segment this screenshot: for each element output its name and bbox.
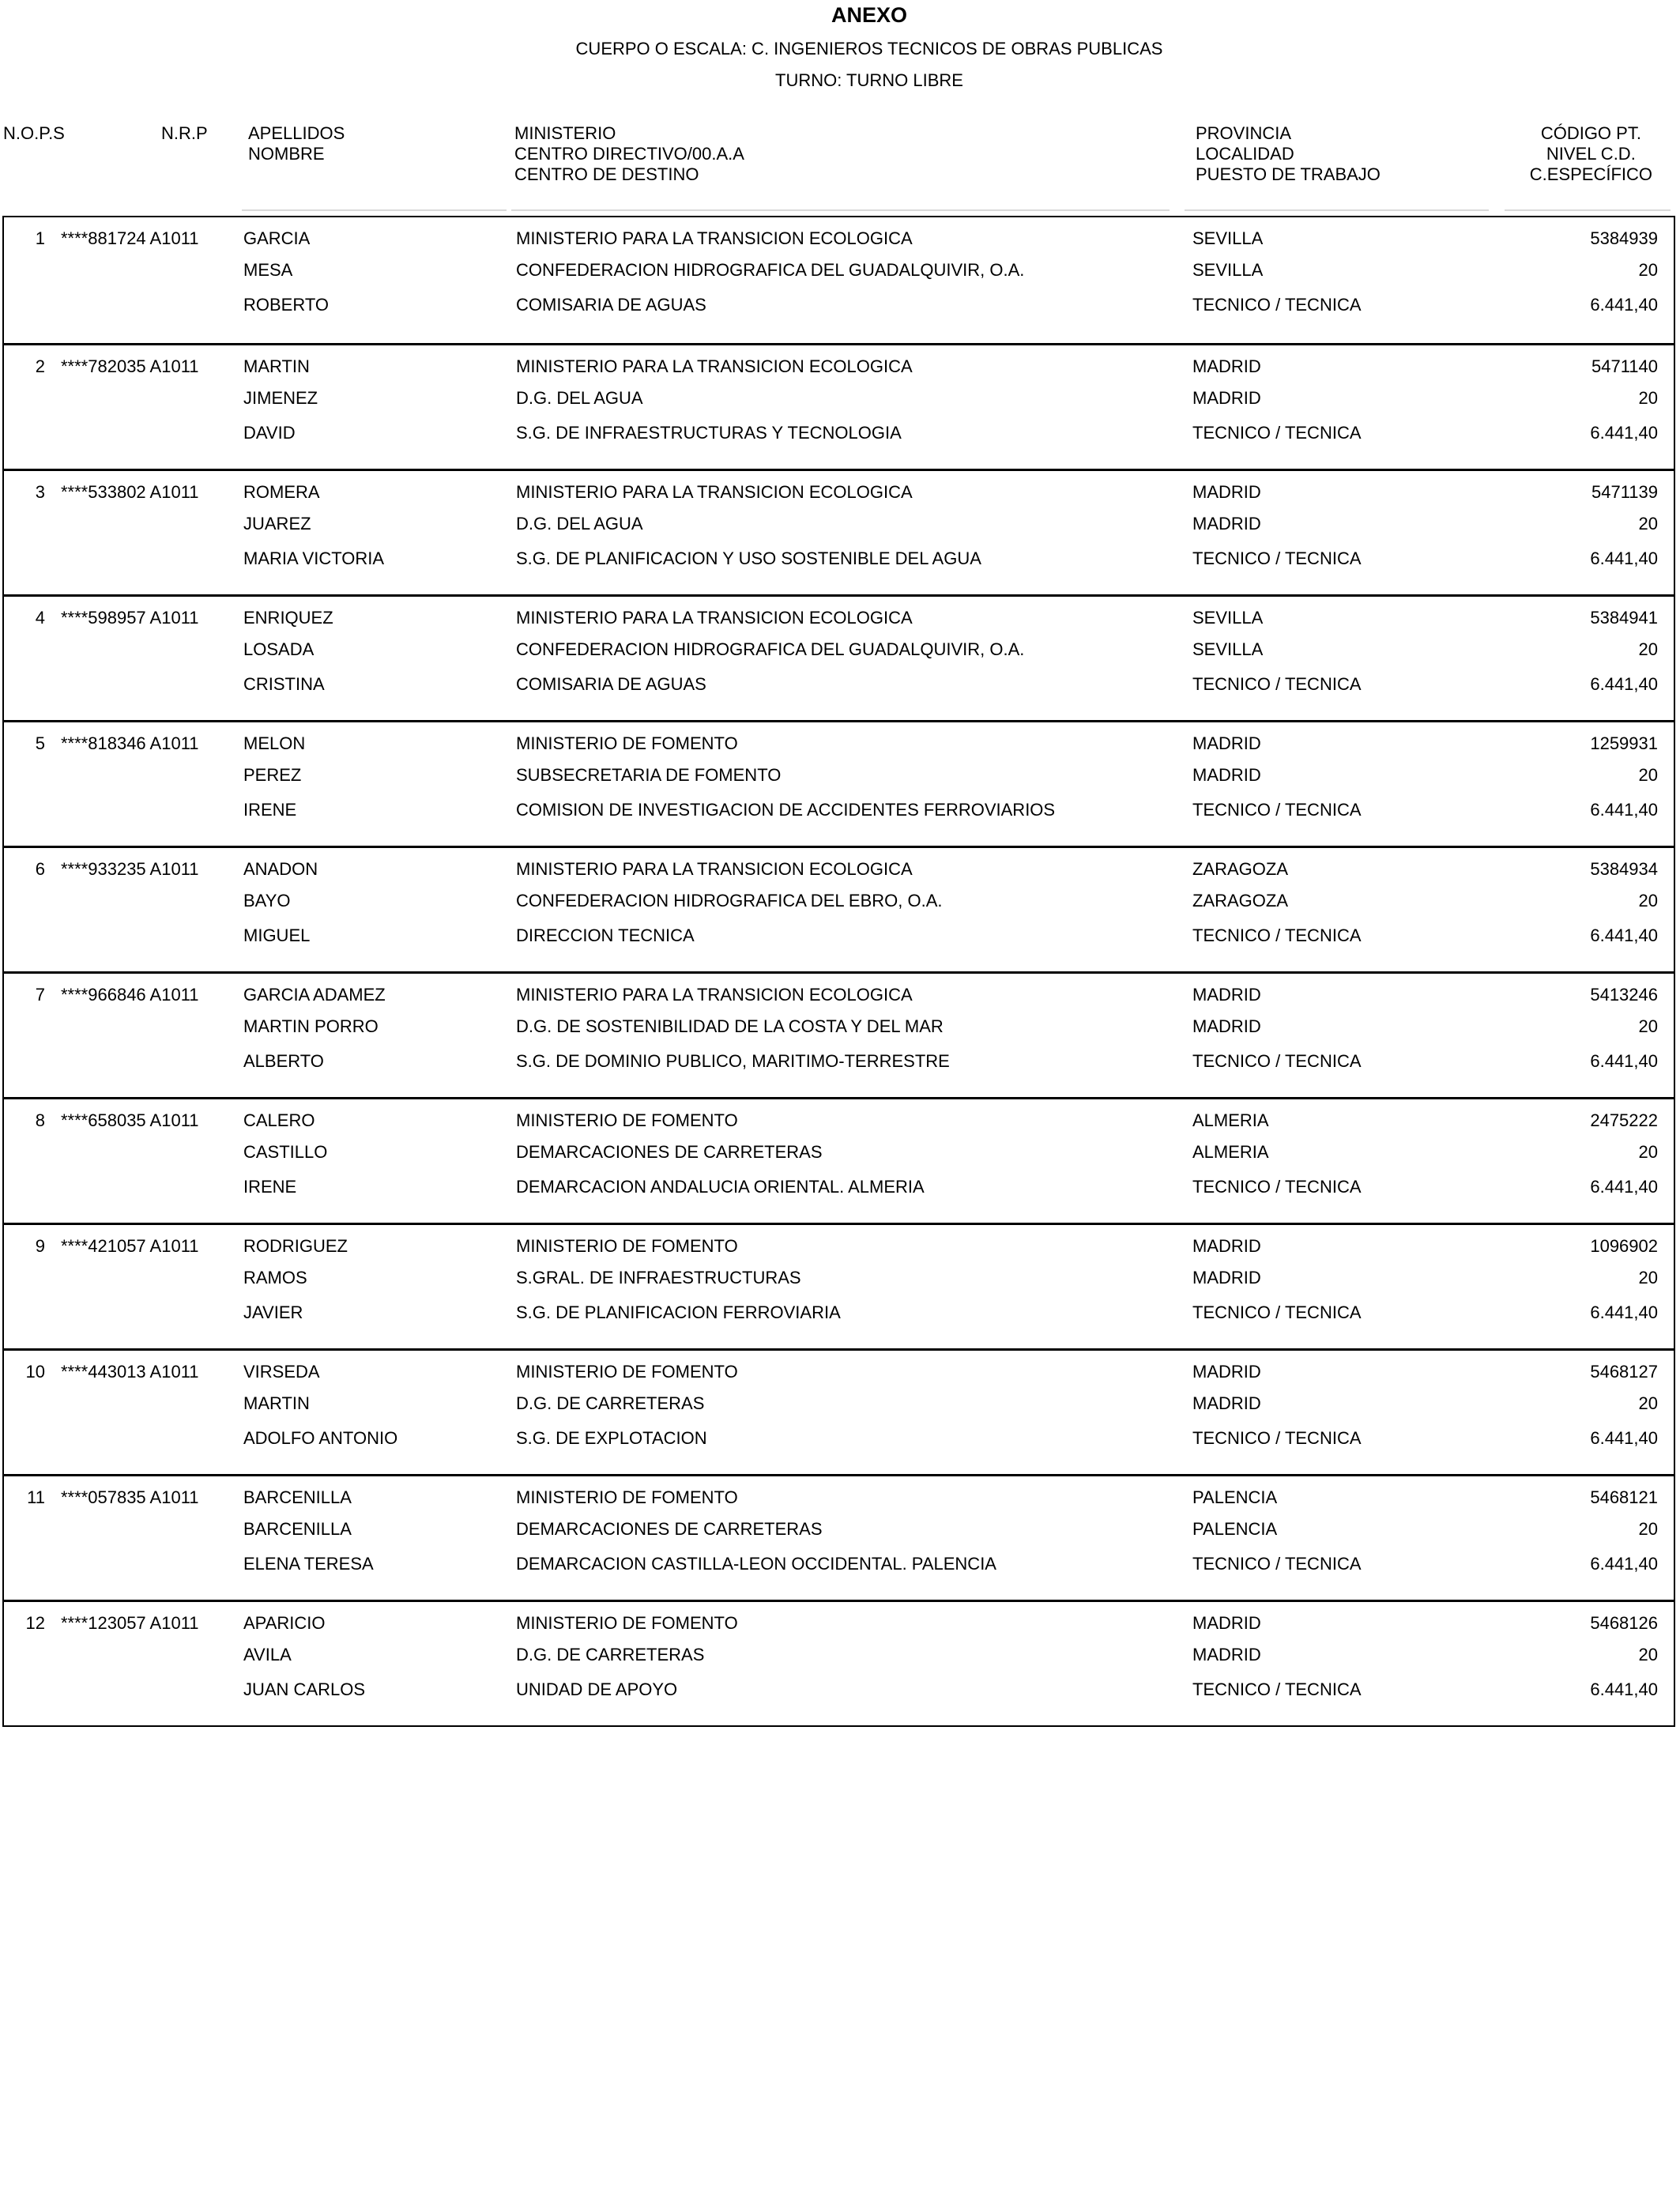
record-especifico: 6.441,40 [1590,423,1658,443]
header-ministerio [514,123,744,185]
record-especifico: 6.441,40 [1590,1428,1658,1448]
record-provincia: PALENCIA [1192,1487,1278,1507]
header-apellidos-nombre [248,123,345,164]
record-number: 12 [25,1613,45,1633]
record-row [4,1097,1674,1223]
records-table [2,216,1675,1727]
record-nrp: ****933235 A1011 [61,859,199,879]
record-codigo: 1096902 [1590,1236,1658,1256]
record-centro-destino: DEMARCACION ANDALUCIA ORIENTAL. ALMERIA [516,1177,925,1197]
record-apellido1: BARCENILLA [243,1487,352,1507]
record-provincia: SEVILLA [1192,608,1264,628]
record-centro-destino: S.G. DE PLANIFICACION FERROVIARIA [516,1302,841,1322]
record-localidad: SEVILLA [1192,260,1264,280]
record-especifico: 6.441,40 [1590,1302,1658,1322]
record-nrp: ****598957 A1011 [61,608,199,628]
record-codigo: 5384939 [1590,228,1658,248]
record-number: 3 [35,482,45,502]
record-localidad: MADRID [1192,388,1261,408]
record-centro-directivo: SUBSECRETARIA DE FOMENTO [516,765,782,785]
record-provincia: MADRID [1192,733,1261,753]
record-nivel: 20 [1638,765,1658,785]
header-underline-apellidos [242,209,507,211]
record-localidad: PALENCIA [1192,1519,1278,1539]
record-row [4,469,1674,594]
record-apellido2: JUAREZ [243,514,311,533]
record-ministerio: MINISTERIO DE FOMENTO [516,1487,738,1507]
record-row [4,1348,1674,1474]
record-apellido1: CALERO [243,1110,315,1130]
record-apellido1: VIRSEDA [243,1362,320,1382]
record-apellido2: CASTILLO [243,1142,328,1162]
record-nrp: ****782035 A1011 [61,356,199,376]
record-centro-directivo: DEMARCACIONES DE CARRETERAS [516,1519,823,1539]
record-centro-directivo: D.G. DEL AGUA [516,514,643,533]
record-row [4,217,1674,343]
record-centro-destino: S.G. DE DOMINIO PUBLICO, MARITIMO-TERRESTRE [516,1051,950,1071]
record-puesto: TECNICO / TECNICA [1192,800,1362,820]
record-number: 9 [35,1236,45,1256]
record-nrp: ****818346 A1011 [61,733,199,753]
record-apellido1: ANADON [243,859,318,879]
record-ministerio: MINISTERIO DE FOMENTO [516,1236,738,1256]
record-nombre: ELENA TERESA [243,1554,374,1574]
record-nombre: JUAN CARLOS [243,1679,366,1699]
record-codigo: 5468127 [1590,1362,1658,1382]
record-provincia: MADRID [1192,482,1261,502]
header-nrp [161,123,208,144]
record-ministerio: MINISTERIO PARA LA TRANSICION ECOLOGICA [516,356,913,376]
record-nrp: ****421057 A1011 [61,1236,199,1256]
record-row [4,846,1674,971]
record-ministerio: MINISTERIO PARA LA TRANSICION ECOLOGICA [516,228,913,248]
record-number: 7 [35,985,45,1005]
record-number: 4 [35,608,45,628]
record-number: 6 [35,859,45,879]
record-puesto: TECNICO / TECNICA [1192,423,1362,443]
record-nombre: IRENE [243,800,297,820]
record-provincia: ALMERIA [1192,1110,1269,1130]
record-puesto: TECNICO / TECNICA [1192,548,1362,568]
record-nivel: 20 [1638,1016,1658,1036]
record-nivel: 20 [1638,1519,1658,1539]
record-nivel: 20 [1638,891,1658,910]
record-centro-directivo: CONFEDERACION HIDROGRAFICA DEL EBRO, O.A. [516,891,943,910]
record-centro-destino: S.G. DE INFRAESTRUCTURAS Y TECNOLOGIA [516,423,902,443]
header-centro-directivo-label: CENTRO DIRECTIVO/00.A.A [514,144,744,164]
header-centro-destino-label: CENTRO DE DESTINO [514,164,699,184]
record-nombre: JAVIER [243,1302,303,1322]
record-puesto: TECNICO / TECNICA [1192,674,1362,694]
record-nrp: ****533802 A1011 [61,482,199,502]
record-puesto: TECNICO / TECNICA [1192,1302,1362,1322]
document-title: ANEXO [831,3,908,27]
record-ministerio: MINISTERIO PARA LA TRANSICION ECOLOGICA [516,608,913,628]
record-apellido1: ENRIQUEZ [243,608,333,628]
record-puesto: TECNICO / TECNICA [1192,1554,1362,1574]
record-centro-directivo: S.GRAL. DE INFRAESTRUCTURAS [516,1268,801,1287]
record-centro-directivo: CONFEDERACION HIDROGRAFICA DEL GUADALQUIVIR, O.A. [516,260,1025,280]
record-apellido1: ROMERA [243,482,320,502]
record-provincia: ZARAGOZA [1192,859,1289,879]
record-nombre: ADOLFO ANTONIO [243,1428,398,1448]
record-nombre: MARIA VICTORIA [243,548,385,568]
header-ministerio-label: MINISTERIO [514,123,616,143]
record-centro-directivo: D.G. DE SOSTENIBILIDAD DE LA COSTA Y DEL MAR [516,1016,944,1036]
record-number: 5 [35,733,45,753]
header-underline-provincia [1185,209,1489,211]
record-puesto: TECNICO / TECNICA [1192,295,1362,315]
record-apellido2: LOSADA [243,639,315,659]
record-number: 10 [25,1362,45,1382]
header-nrp-label: N.R.P [161,123,208,143]
record-apellido2: PEREZ [243,765,302,785]
record-centro-directivo: CONFEDERACION HIDROGRAFICA DEL GUADALQUIVIR, O.A. [516,639,1025,659]
record-ministerio: MINISTERIO PARA LA TRANSICION ECOLOGICA [516,985,913,1005]
header-nops-label: N.O.P.S [3,123,65,143]
cuerpo-escala: CUERPO O ESCALA: C. INGENIEROS TECNICOS DE OBRAS PUBLICAS [575,39,1163,58]
record-provincia: MADRID [1192,1362,1261,1382]
record-ministerio: MINISTERIO DE FOMENTO [516,1613,738,1633]
record-number: 11 [27,1487,45,1507]
record-nivel: 20 [1638,514,1658,533]
record-especifico: 6.441,40 [1590,295,1658,315]
record-codigo: 5468126 [1590,1613,1658,1633]
record-ministerio: MINISTERIO DE FOMENTO [516,733,738,753]
record-puesto: TECNICO / TECNICA [1192,1051,1362,1071]
record-number: 2 [35,356,45,376]
record-centro-directivo: DEMARCACIONES DE CARRETERAS [516,1142,823,1162]
record-nivel: 20 [1638,639,1658,659]
header-codigo [1530,123,1652,185]
record-especifico: 6.441,40 [1590,548,1658,568]
record-provincia: MADRID [1192,1613,1261,1633]
record-provincia: MADRID [1192,356,1261,376]
record-ministerio: MINISTERIO PARA LA TRANSICION ECOLOGICA [516,859,913,879]
turno: TURNO: TURNO LIBRE [775,70,963,90]
record-nivel: 20 [1638,260,1658,280]
record-codigo: 5413246 [1590,985,1658,1005]
record-codigo: 2475222 [1590,1110,1658,1130]
record-row [4,1474,1674,1600]
record-nivel: 20 [1638,1268,1658,1287]
record-apellido2: MARTIN PORRO [243,1016,379,1036]
record-localidad: MADRID [1192,1268,1261,1287]
record-nombre: DAVID [243,423,296,443]
record-apellido1: MELON [243,733,306,753]
record-localidad: MADRID [1192,1393,1261,1413]
record-localidad: ZARAGOZA [1192,891,1289,910]
record-nivel: 20 [1638,1393,1658,1413]
record-nrp: ****881724 A1011 [61,228,199,248]
header-apellidos-label: APELLIDOS [248,123,345,143]
record-nombre: ROBERTO [243,295,329,315]
record-centro-destino: COMISION DE INVESTIGACION DE ACCIDENTES FERROVIARIOS [516,800,1056,820]
record-puesto: TECNICO / TECNICA [1192,1679,1362,1699]
record-localidad: SEVILLA [1192,639,1264,659]
record-centro-destino: S.G. DE EXPLOTACION [516,1428,707,1448]
record-nombre: IRENE [243,1177,297,1197]
record-centro-destino: COMISARIA DE AGUAS [516,295,706,315]
record-localidad: ALMERIA [1192,1142,1269,1162]
record-nrp: ****123057 A1011 [61,1613,199,1633]
header-localidad-label: LOCALIDAD [1196,144,1294,164]
record-apellido2: AVILA [243,1645,292,1664]
record-especifico: 6.441,40 [1590,1679,1658,1699]
record-centro-directivo: D.G. DEL AGUA [516,388,643,408]
record-nivel: 20 [1638,1142,1658,1162]
record-codigo: 5468121 [1590,1487,1658,1507]
record-row [4,720,1674,846]
record-apellido2: BARCENILLA [243,1519,352,1539]
record-nivel: 20 [1638,388,1658,408]
record-row [4,594,1674,720]
record-row [4,1223,1674,1348]
record-apellido1: RODRIGUEZ [243,1236,348,1256]
record-codigo: 1259931 [1590,733,1658,753]
record-especifico: 6.441,40 [1590,1051,1658,1071]
record-row [4,971,1674,1097]
record-apellido2: JIMENEZ [243,388,318,408]
record-nombre: MIGUEL [243,925,311,945]
header-provincia [1196,123,1381,185]
record-especifico: 6.441,40 [1590,674,1658,694]
record-nrp: ****658035 A1011 [61,1110,199,1130]
header-underline-codigo [1505,209,1671,211]
record-centro-directivo: D.G. DE CARRETERAS [516,1393,705,1413]
record-especifico: 6.441,40 [1590,800,1658,820]
record-nrp: ****057835 A1011 [61,1487,199,1507]
record-number: 8 [35,1110,45,1130]
record-localidad: MADRID [1192,765,1261,785]
record-centro-destino: DEMARCACION CASTILLA-LEON OCCIDENTAL. PALENCIA [516,1554,996,1574]
record-row [4,343,1674,469]
record-apellido1: GARCIA ADAMEZ [243,985,386,1005]
header-nombre-label: NOMBRE [248,144,325,164]
record-nombre: CRISTINA [243,674,325,694]
header-underline-ministerio [511,209,1170,211]
record-apellido1: APARICIO [243,1613,326,1633]
header-nops [3,123,65,144]
header-puesto-label: PUESTO DE TRABAJO [1196,164,1381,184]
record-especifico: 6.441,40 [1590,1177,1658,1197]
record-provincia: MADRID [1192,985,1261,1005]
record-puesto: TECNICO / TECNICA [1192,1428,1362,1448]
record-puesto: TECNICO / TECNICA [1192,925,1362,945]
record-ministerio: MINISTERIO DE FOMENTO [516,1110,738,1130]
record-row [4,1600,1674,1725]
record-puesto: TECNICO / TECNICA [1192,1177,1362,1197]
record-centro-destino: COMISARIA DE AGUAS [516,674,706,694]
record-provincia: MADRID [1192,1236,1261,1256]
record-apellido2: RAMOS [243,1268,307,1287]
header-nivel-label: NIVEL C.D. [1546,144,1636,164]
record-localidad: MADRID [1192,514,1261,533]
record-ministerio: MINISTERIO DE FOMENTO [516,1362,738,1382]
record-codigo: 5384934 [1590,859,1658,879]
record-codigo: 5384941 [1590,608,1658,628]
record-nrp: ****443013 A1011 [61,1362,199,1382]
record-centro-destino: S.G. DE PLANIFICACION Y USO SOSTENIBLE DEL AGUA [516,548,981,568]
record-centro-destino: DIRECCION TECNICA [516,925,695,945]
header-codigo-label: CÓDIGO PT. [1540,123,1641,143]
header-provincia-label: PROVINCIA [1196,123,1292,143]
record-apellido1: GARCIA [243,228,311,248]
record-localidad: MADRID [1192,1016,1261,1036]
record-apellido2: MESA [243,260,293,280]
record-nombre: ALBERTO [243,1051,324,1071]
record-nrp: ****966846 A1011 [61,985,199,1005]
record-especifico: 6.441,40 [1590,925,1658,945]
record-apellido2: BAYO [243,891,291,910]
record-centro-directivo: D.G. DE CARRETERAS [516,1645,705,1664]
record-codigo: 5471139 [1591,482,1658,502]
record-provincia: SEVILLA [1192,228,1264,248]
record-nivel: 20 [1638,1645,1658,1664]
record-codigo: 5471140 [1591,356,1658,376]
record-number: 1 [35,228,45,248]
record-centro-destino: UNIDAD DE APOYO [516,1679,678,1699]
record-especifico: 6.441,40 [1590,1554,1658,1574]
record-apellido2: MARTIN [243,1393,310,1413]
record-apellido1: MARTIN [243,356,310,376]
record-ministerio: MINISTERIO PARA LA TRANSICION ECOLOGICA [516,482,913,502]
header-especifico-label: C.ESPECÍFICO [1529,164,1652,184]
record-localidad: MADRID [1192,1645,1261,1664]
